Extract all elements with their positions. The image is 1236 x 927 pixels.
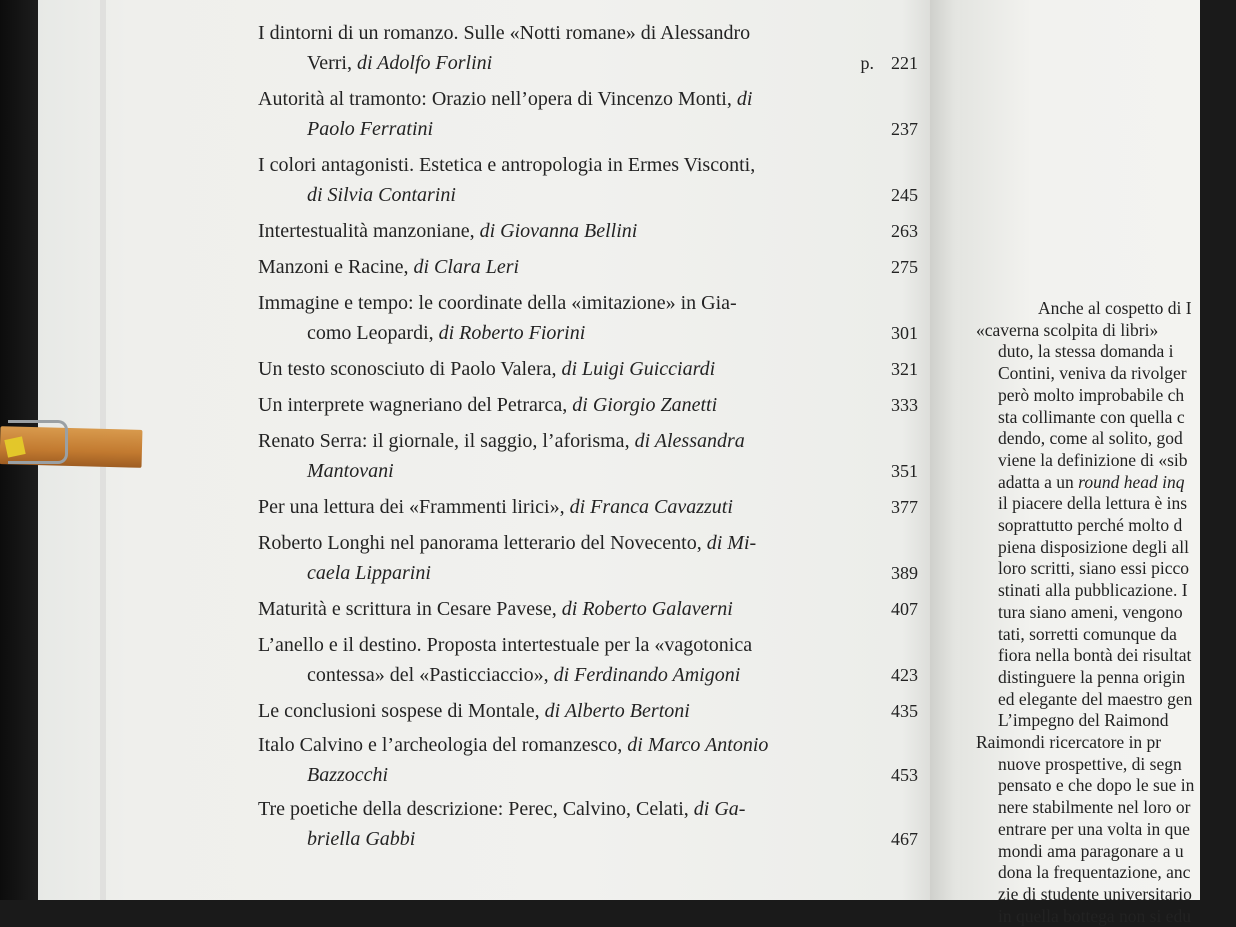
- toc-entry-line: [258, 558, 918, 588]
- toc-entry: [258, 84, 918, 144]
- toc-entry-author: di Giorgio Zanetti: [572, 394, 718, 416]
- right-page-line: [976, 602, 1236, 624]
- right-page-line: [976, 624, 1236, 646]
- toc-entry-text: Le conclusioni sospese di Montale,: [258, 700, 545, 722]
- toc-entry-line: [258, 114, 918, 144]
- toc-entry-author: di Alessandra: [634, 430, 745, 452]
- toc-entry: [258, 630, 918, 690]
- toc-entry-author: di Alberto Bertoni: [544, 700, 690, 722]
- right-page-line: [976, 341, 1236, 363]
- right-page-line: [976, 732, 1236, 754]
- toc-entry-line: [258, 18, 918, 48]
- toc-entry-text: Verri,: [307, 52, 357, 74]
- toc-page-number: 263: [891, 221, 918, 241]
- toc-entry-line: [258, 696, 918, 726]
- right-page-text: [976, 298, 1236, 927]
- toc-entry-line: [258, 84, 918, 114]
- right-page-line-text: sta collimante con quella c: [998, 406, 1185, 427]
- right-page-line-text: dendo, come al solito, god: [998, 428, 1183, 449]
- right-page-line: [976, 537, 1236, 559]
- right-page-line-text: il piacere della lettura è ins: [998, 493, 1188, 514]
- toc-entry-author: di Silvia Contarini: [307, 184, 456, 206]
- right-page-line-text: «caverna scolpita di libri»: [976, 319, 1159, 340]
- right-page-line-text: ed elegante del maestro gen: [998, 688, 1193, 709]
- right-page-line: [976, 450, 1236, 472]
- toc-entry-line: [258, 824, 918, 854]
- toc-entry-text: Un interprete wagneriano del Petrarca,: [258, 394, 573, 416]
- toc-entry: [258, 150, 918, 210]
- right-page-line: [976, 667, 1236, 689]
- toc-entry-author: di: [736, 88, 753, 110]
- right-page-line: [976, 363, 1236, 385]
- clothespin-clip: [0, 420, 142, 470]
- toc-entry: [258, 252, 918, 282]
- toc-page-number: 389: [891, 563, 918, 583]
- right-page-line-text: loro scritti, siano essi picco: [998, 558, 1190, 579]
- toc-page-number: 301: [891, 323, 918, 343]
- toc-entry: [258, 696, 918, 726]
- toc-entry-author: di Roberto Galaverni: [561, 598, 733, 620]
- toc-entry-line: [258, 354, 918, 384]
- toc-page-number: 245: [891, 185, 918, 205]
- toc-entry-line: [258, 150, 918, 180]
- toc-entry-line: [258, 426, 918, 456]
- toc-page-number: 275: [891, 257, 918, 277]
- right-page-line-text: Contini, veniva da rivolger: [998, 363, 1187, 384]
- right-page-line-text: duto, la stessa domanda i: [998, 341, 1174, 362]
- toc-entry-text: como Leopardi,: [307, 322, 439, 344]
- table-of-contents: [258, 18, 918, 858]
- toc-entry-line: [258, 216, 918, 246]
- right-page-line-text: nere stabilmente nel loro or: [998, 797, 1191, 818]
- page-prefix-label: p.: [860, 53, 874, 73]
- toc-page-number: 321: [891, 359, 918, 379]
- toc-entry-author: Mantovani: [307, 460, 394, 482]
- toc-entry-author: di Marco Antonio: [627, 734, 769, 756]
- right-page-line: [976, 515, 1236, 537]
- toc-entry-author: briella Gabbi: [307, 828, 416, 850]
- toc-entry: [258, 426, 918, 486]
- toc-entry-author: di Mi-: [706, 532, 757, 554]
- toc-entry-text: Manzoni e Racine,: [258, 256, 414, 278]
- toc-entry-text: contessa» del «Pasticciaccio»,: [307, 664, 554, 686]
- right-page-line: [976, 797, 1236, 819]
- toc-entry-line: [258, 594, 918, 624]
- right-page-line-text: piena disposizione degli all: [998, 536, 1189, 557]
- right-page-line-text: tura siano ameni, vengono: [998, 601, 1183, 622]
- right-page-line: [976, 580, 1236, 602]
- right-page-line-text: soprattutto perché molto d: [998, 515, 1183, 536]
- toc-page-number: 453: [891, 765, 918, 785]
- toc-entry-line: [258, 760, 918, 790]
- toc-page-number: 377: [891, 497, 918, 517]
- right-page-line-text: dona la frequentazione, anc: [998, 862, 1191, 883]
- right-page-line: [976, 819, 1236, 841]
- right-page-line: [976, 493, 1236, 515]
- toc-page-number: 237: [891, 119, 918, 139]
- toc-entry-line: [258, 288, 918, 318]
- right-page-line: [976, 710, 1236, 732]
- toc-page-number: 435: [891, 701, 918, 721]
- right-page-line: [976, 862, 1236, 884]
- right-page-line: [976, 320, 1236, 342]
- right-page-line: [976, 884, 1236, 906]
- toc-entry-text: Tre poetiche della descrizione: Perec, Calvino, Celati,: [258, 798, 694, 820]
- toc-entry-author: di Luigi Guicciardi: [561, 358, 716, 380]
- toc-entry-line: [258, 660, 918, 690]
- toc-entry: [258, 18, 918, 78]
- right-page-line: [976, 645, 1236, 667]
- toc-entry: [258, 390, 918, 420]
- right-page-line-text: adatta a un: [998, 471, 1079, 492]
- toc-entry: [258, 216, 918, 246]
- toc-entry: [258, 492, 918, 522]
- right-page-line-text: distinguere la penna origin: [998, 666, 1186, 687]
- toc-entry-author: Bazzocchi: [307, 764, 389, 786]
- toc-entry: [258, 794, 918, 854]
- toc-entry-text: Maturità e scrittura in Cesare Pavese,: [258, 598, 562, 620]
- toc-entry-text: I colori antagonisti. Estetica e antropologia in Ermes Visconti,: [258, 154, 756, 176]
- toc-entry-text: Per una lettura dei «Frammenti lirici»,: [258, 496, 570, 518]
- toc-entry-line: [258, 456, 918, 486]
- toc-entry-line: [258, 630, 918, 660]
- right-page-line-italic: round head inq: [1078, 471, 1185, 492]
- right-page-line-text: mondi ama paragonare a u: [998, 840, 1184, 861]
- right-page-line-text: pensato e che dopo le sue in: [998, 775, 1195, 796]
- toc-entry: [258, 730, 918, 790]
- toc-entry-text: I dintorni di un romanzo. Sulle «Notti romane» di Alessandro: [258, 22, 751, 44]
- toc-entry-author: di Clara Leri: [413, 256, 520, 278]
- toc-entry-line: [258, 390, 918, 420]
- toc-entry-author: di Giovanna Bellini: [479, 220, 638, 242]
- right-page-line-text: tati, sorretti comunque da: [998, 623, 1177, 644]
- right-page-line-text: L’impegno del Raimond: [998, 710, 1169, 731]
- right-page-line-text: però molto improbabile ch: [998, 384, 1185, 405]
- right-page: [960, 0, 1200, 926]
- toc-entry-text: Immagine e tempo: le coordinate della «imitazione» in Gia-: [258, 292, 737, 314]
- toc-entry-line: [258, 318, 918, 348]
- right-page-line-text: zie di studente universitario: [998, 883, 1192, 904]
- right-page-line: [976, 385, 1236, 407]
- right-page-line: [976, 906, 1236, 927]
- toc-entry-line: [258, 180, 918, 210]
- right-page-line: [976, 472, 1236, 494]
- toc-entry-author: di Roberto Fiorini: [438, 322, 586, 344]
- right-page-line: [976, 558, 1236, 580]
- right-page-line: [976, 754, 1236, 776]
- right-page-line: [976, 298, 1236, 320]
- toc-entry-text: Autorità al tramonto: Orazio nell’opera di Vincenzo Monti,: [258, 88, 737, 110]
- right-page-line-text: viene la definizione di «sib: [998, 449, 1188, 470]
- right-page-line-text: Raimondi ricercatore in pr: [976, 732, 1162, 753]
- toc-entry-author: di Ferdinando Amigoni: [553, 664, 741, 686]
- toc-page-number: 351: [891, 461, 918, 481]
- toc-entry-line: [258, 528, 918, 558]
- toc-page-number: 423: [891, 665, 918, 685]
- toc-entry-author: di Adolfo Forlini: [356, 52, 493, 74]
- toc-entry: [258, 288, 918, 348]
- right-page-line: [976, 689, 1236, 711]
- toc-page-number: 467: [891, 829, 918, 849]
- toc-entry-line: [258, 252, 918, 282]
- right-page-line: [976, 775, 1236, 797]
- toc-entry-author: caela Lipparini: [307, 562, 431, 584]
- right-page-line: [976, 428, 1236, 450]
- toc-entry-text: Renato Serra: il giornale, il saggio, l’aforisma,: [258, 430, 635, 452]
- toc-entry-text: Italo Calvino e l’archeologia del romanzesco,: [258, 734, 628, 756]
- toc-entry-line: [258, 48, 918, 78]
- toc-page-number: 407: [891, 599, 918, 619]
- toc-entry-text: Un testo sconosciuto di Paolo Valera,: [258, 358, 562, 380]
- toc-entry-author: Paolo Ferratini: [307, 118, 434, 140]
- toc-entry-text: Roberto Longhi nel panorama letterario del Novecento,: [258, 532, 707, 554]
- toc-entry-line: [258, 492, 918, 522]
- toc-entry-line: [258, 794, 918, 824]
- toc-entry: [258, 354, 918, 384]
- toc-entry: [258, 594, 918, 624]
- right-page-line-text: entrare per una volta in que: [998, 818, 1190, 839]
- right-page-line-text: fiora nella bontà dei risultat: [998, 645, 1192, 666]
- toc-entry: [258, 528, 918, 588]
- toc-entry-author: di Ga-: [693, 798, 746, 820]
- toc-entry-text: L’anello e il destino. Proposta intertestuale per la «vagotonica: [258, 634, 753, 656]
- clothespin-band: [4, 436, 25, 457]
- right-page-line-text: stinati alla pubblicazione. I: [998, 580, 1188, 601]
- toc-page-number: 221: [891, 53, 918, 73]
- toc-page-number: 333: [891, 395, 918, 415]
- toc-entry-text: Intertestualità manzoniane,: [258, 220, 480, 242]
- right-page-line: [976, 841, 1236, 863]
- right-page-line-text: in quella bottega non si edu: [998, 905, 1191, 926]
- right-page-line-text: Anche al cospetto di I: [1038, 298, 1192, 318]
- toc-entry-line: [258, 730, 918, 760]
- right-page-line-text: nuove prospettive, di segn: [998, 753, 1182, 774]
- right-page-line: [976, 407, 1236, 429]
- toc-entry-author: di Franca Cavazzuti: [569, 496, 733, 518]
